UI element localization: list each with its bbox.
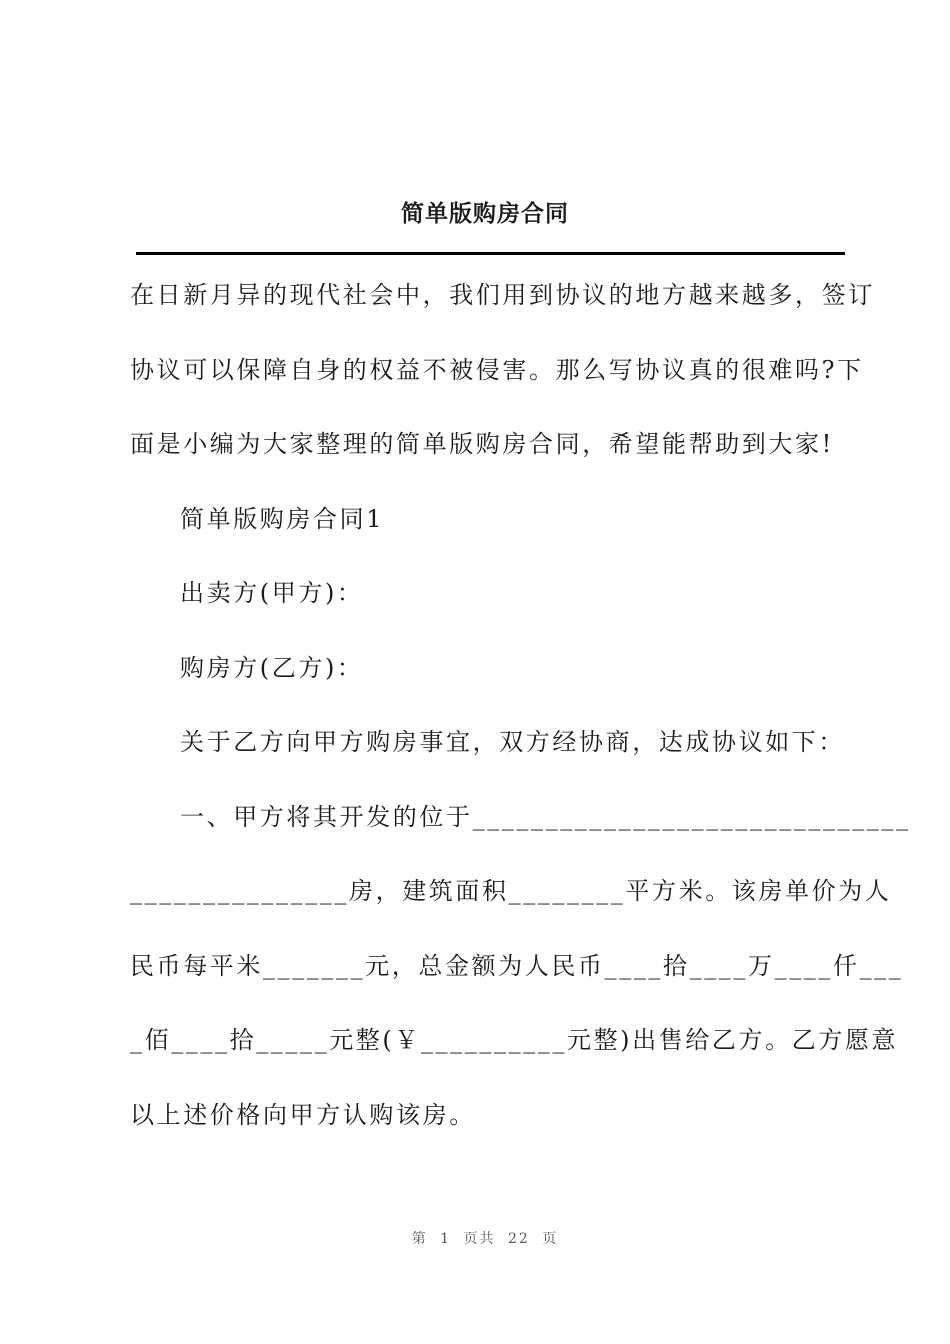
clause-1-line: 民币每平米_______元，总金额为人民币____拾____万____仟___ (130, 951, 904, 980)
title-divider (136, 252, 845, 255)
document-title: 简单版购房合同 (401, 201, 569, 227)
contract-heading: 简单版购房合同1 (180, 504, 385, 533)
clause-1-line: _______________房，建筑面积________平方米。该房单价为人 (130, 877, 892, 905)
agreement-intro: 关于乙方向甲方购房事宜，双方经协商，达成协议如下： (180, 728, 845, 756)
clause-1-line: _佰____拾_____元整(￥__________元整)出售给乙方。乙方愿意 (130, 1026, 899, 1054)
paragraph-line: 面是小编为大家整理的简单版购房合同，希望能帮助到大家! (130, 430, 834, 458)
document-body (130, 258, 911, 1152)
paragraph-line: 在日新月异的现代社会中，我们用到协议的地方越来越多，签订 (130, 281, 875, 309)
seller-field: 出卖方(甲方)： (180, 579, 364, 607)
clause-1-line: 以上述价格向甲方认购该房。 (130, 1100, 476, 1129)
buyer-field: 购房方(乙方)： (180, 653, 364, 682)
page-number-footer: 第 1 页共 22 页 (411, 1231, 559, 1247)
clause-1-line: 一、甲方将其开发的位于______________________________ (180, 802, 911, 831)
paragraph-line: 协议可以保障自身的权益不被侵害。那么写协议真的很难吗?下 (130, 355, 864, 384)
